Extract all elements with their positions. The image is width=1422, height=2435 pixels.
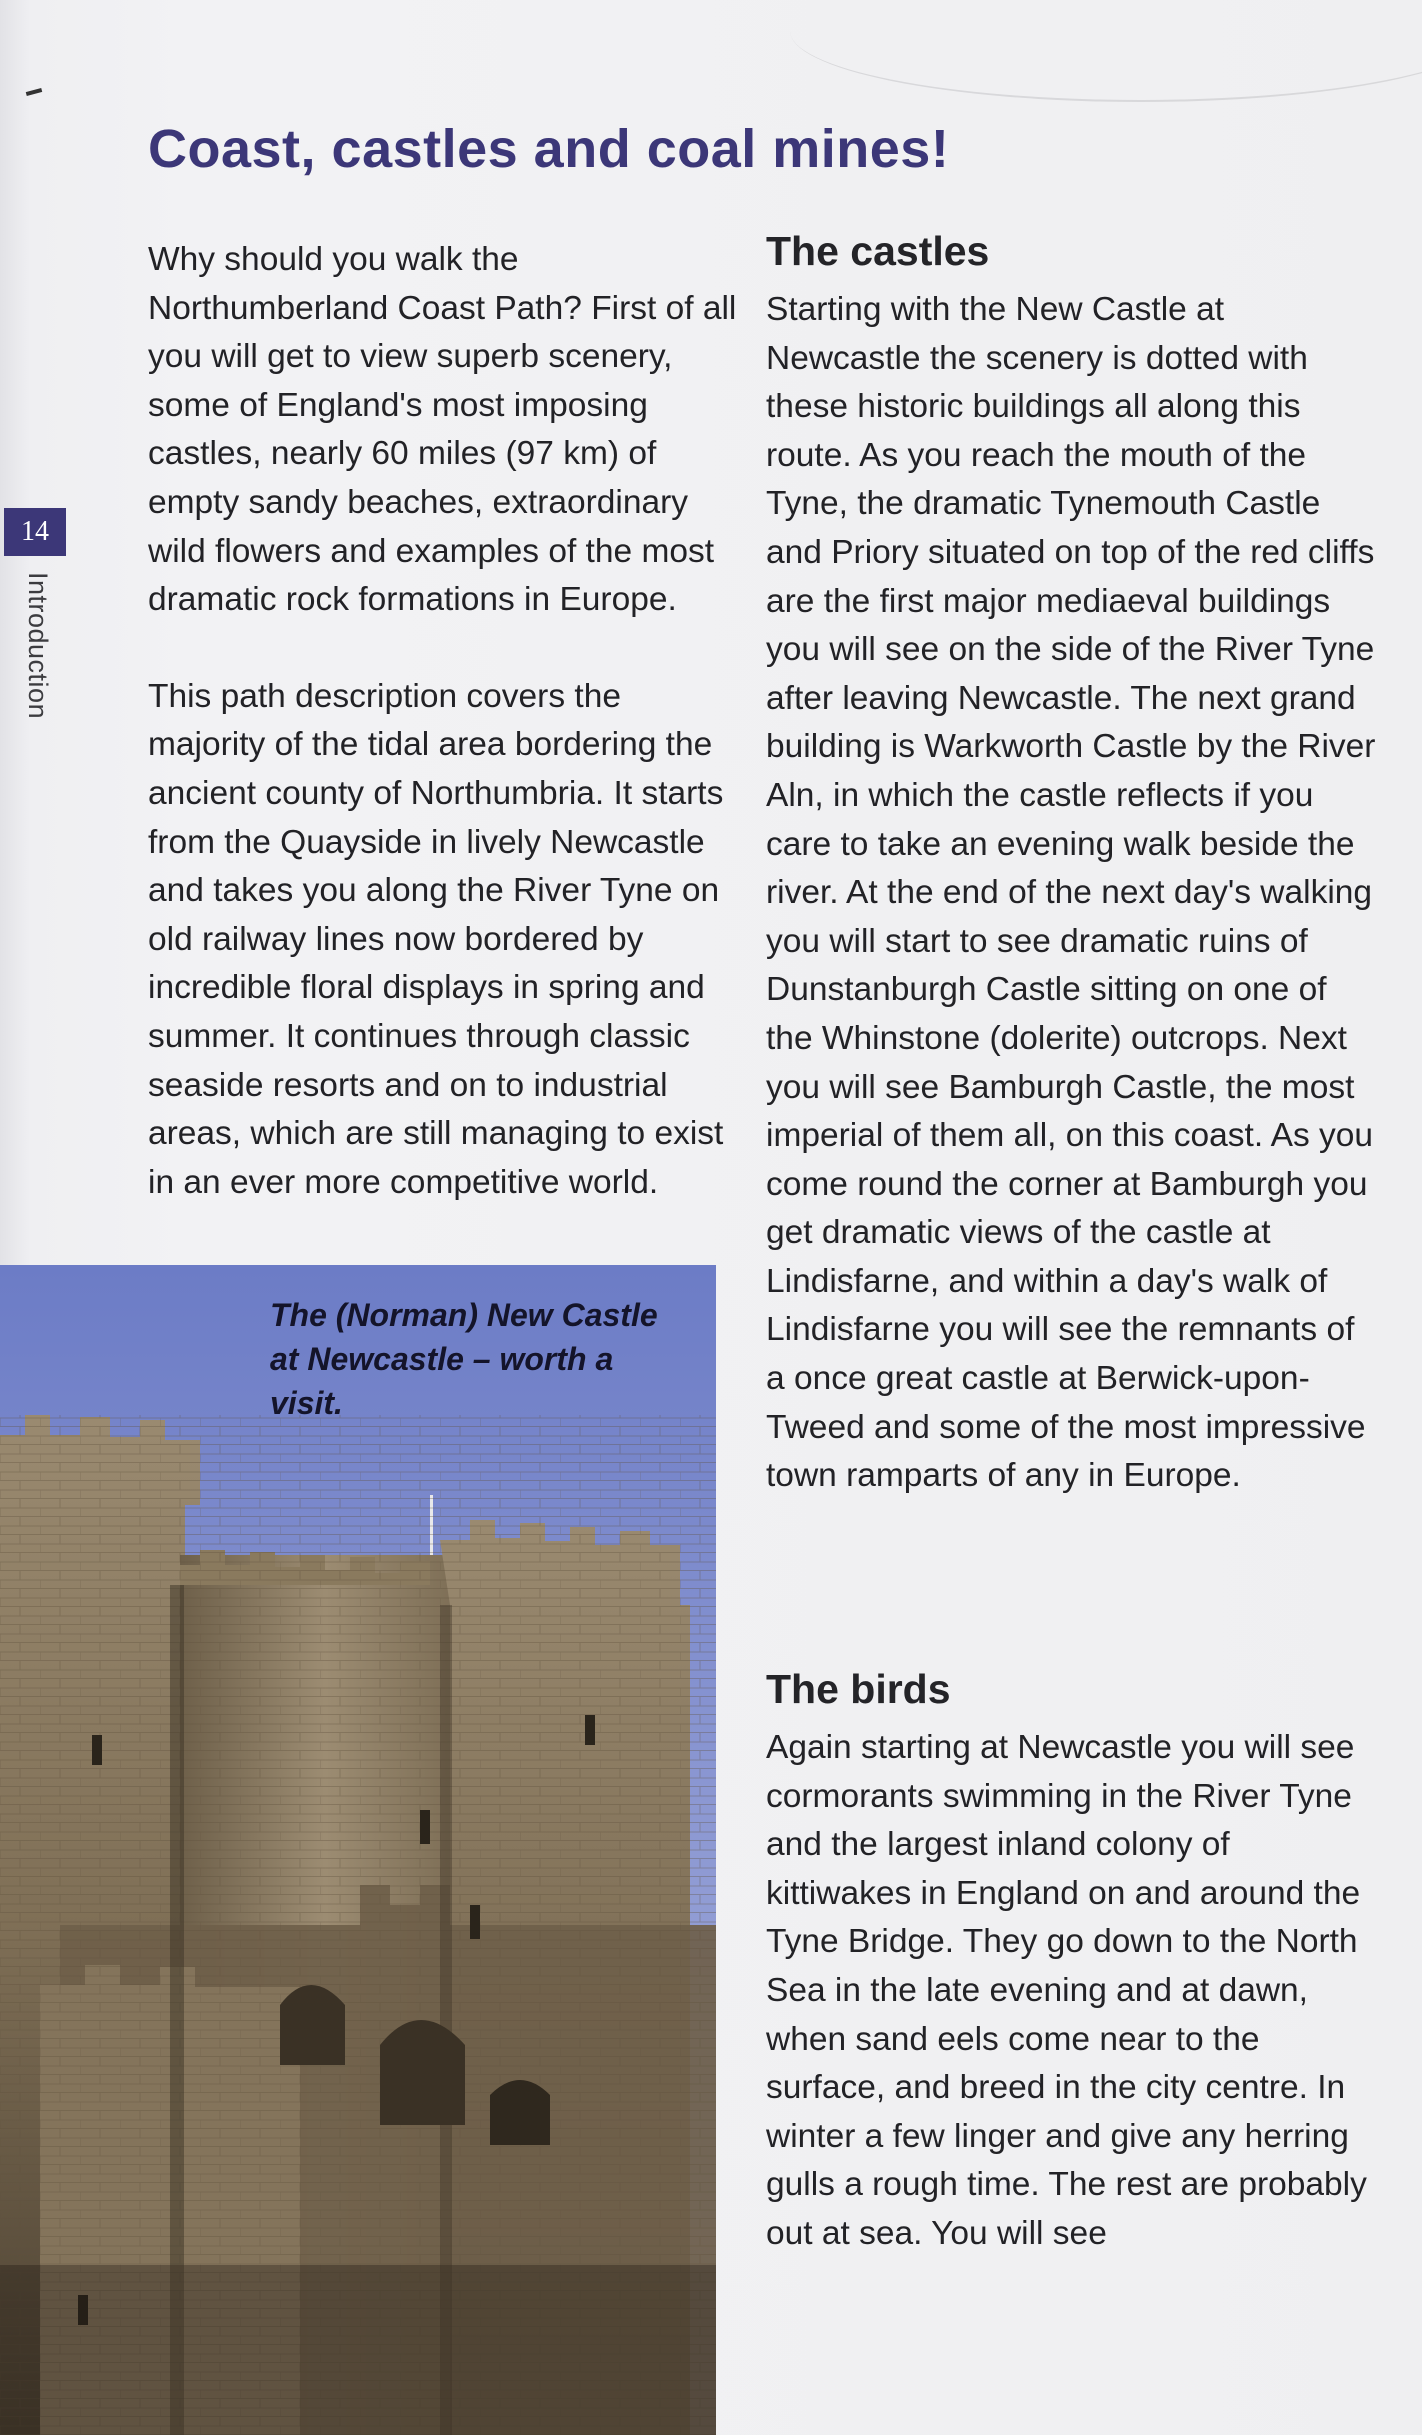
photo-caption: The (Norman) New Castle at Newcastle – worth a visit. (270, 1297, 658, 1421)
page-title: Coast, castles and coal mines! (148, 119, 950, 179)
castle-photo (0, 1265, 716, 2435)
intro-paragraph-1: Why should you walk the Northumberland Coast Path? First of all you will get to view superb scenery, some of England's most imposing castles, nearly 60 miles (97 km) of empty sandy beaches, extraordinary wild flowers and examples of the most dramatic rock formations in Europe. (148, 241, 737, 619)
page-number-tab: 14 (4, 508, 66, 556)
castles-heading: The castles (766, 228, 990, 274)
castles-section (766, 222, 1376, 1501)
birds-section (766, 1660, 1376, 2259)
birds-text: Again starting at Newcastle you will see cormorants swimming in the River Tyne and the largest inland colony of kittiwakes in England on and around the Tyne Bridge. They go down to the North Sea in the late evening and at dawn, when sand eels come near to the surface, and breed in the city centre. In winter a few linger and give any herring gulls a rough time. The rest are probably out at sea. You will see (766, 1729, 1367, 2252)
section-label: Introduction (23, 572, 53, 720)
castles-text: Starting with the New Castle at Newcastle the scenery is dotted with these historic buildings all along this route. As you reach the mouth of the Tyne, the dramatic Tynemouth Castle and Priory situated on top of the red cliffs are the first major mediaeval buildings you will see on the side of the River Tyne after leaving Newcastle. The next grand building is Warkworth Castle by the River Aln, in which the castle reflects if you care to take an evening walk beside the river. At the end of the next day's walking you will start to see dramatic ruins of Dunstanburgh Castle sitting on one of the Whinstone (dolerite) outcrops. Next you will see Bamburgh Castle, the most imperial of them all, on this coast. As you come round the corner at Bamburgh you get dramatic views of the castle at Lindisfarne, and within a day's walk of Lindisfarne you will see the remnants of a once great castle at Berwick-upon-Tweed and some of the most impressive town ramparts of any in Europe. (766, 291, 1376, 1495)
intro-paragraph-2: This path description covers the majority of the tidal area bordering the ancient county of Northumbria. It starts from the Quayside in lively Newcastle and takes you along the River Tyne on old railway lines now bordered by incredible floral displays in spring and summer. It continues through classic seaside resorts and on to industrial areas, which are still managing to exist in an ever more competitive world. (148, 677, 724, 1201)
intro-column (148, 236, 738, 1207)
birds-heading: The birds (766, 1666, 951, 1712)
castle-keep-illustration (0, 1265, 716, 2435)
